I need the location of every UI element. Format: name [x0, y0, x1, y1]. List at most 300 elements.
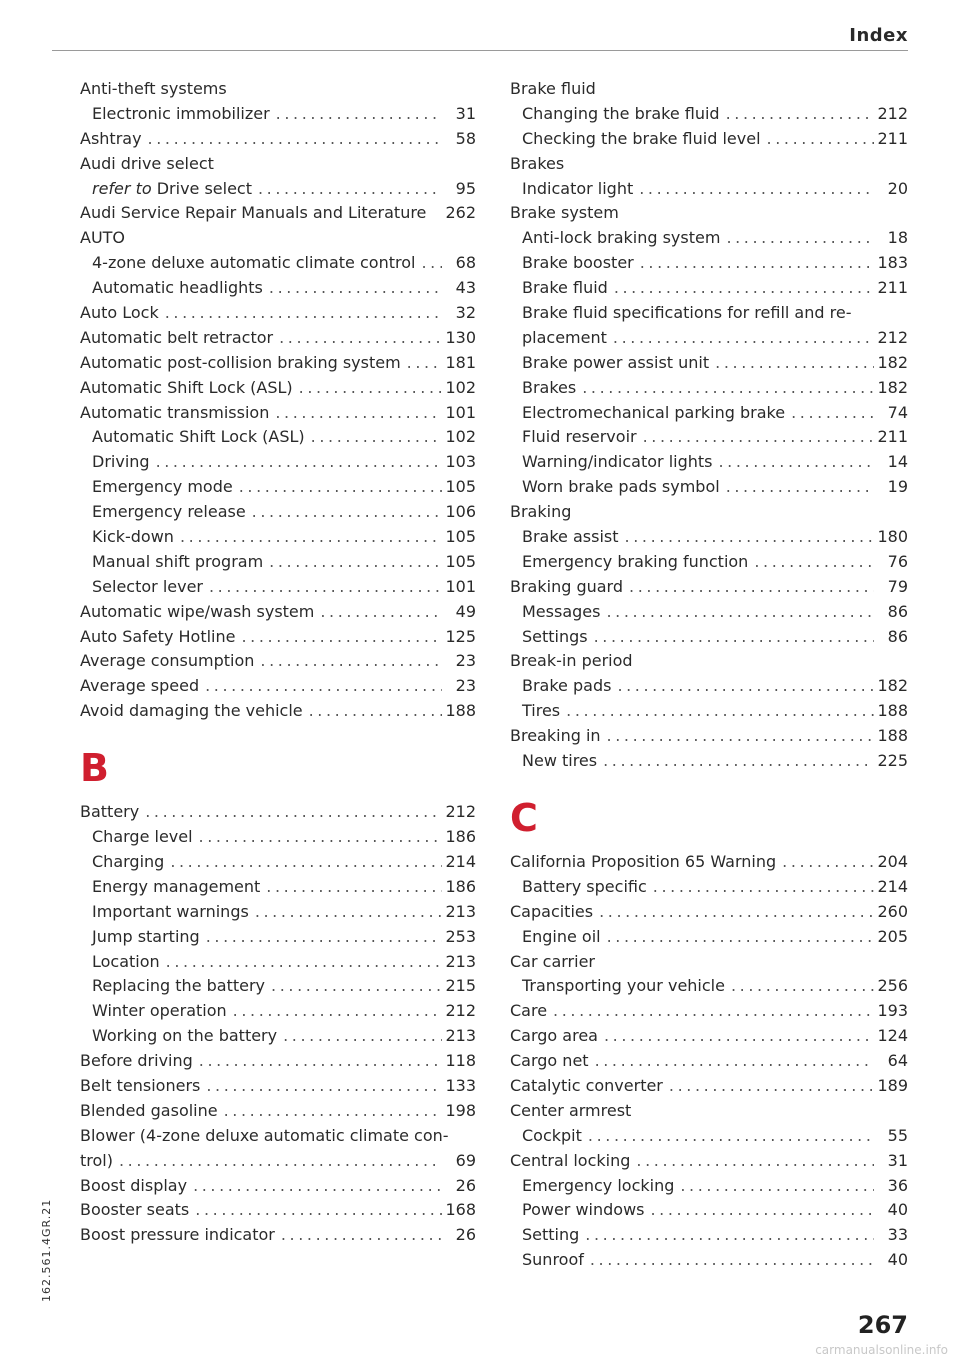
- entry-page-number: 256: [877, 976, 908, 996]
- entry-page-number: 212: [445, 802, 476, 822]
- entry-page-number: 211: [877, 278, 908, 298]
- index-subentry: [510, 875, 908, 900]
- leader-dots: [277, 1024, 442, 1049]
- index-subentry: [510, 177, 908, 202]
- index-entry: [510, 850, 908, 875]
- leader-dots: [305, 425, 442, 450]
- entry-page-number: 64: [887, 1051, 908, 1071]
- entry-page-number: 40: [887, 1250, 908, 1270]
- index-entry: [510, 724, 908, 749]
- leader-dots: [597, 749, 874, 774]
- entry-term: [92, 251, 415, 276]
- entry-text: California Proposition 65 Warning: [510, 851, 777, 871]
- index-column-right: [510, 77, 908, 1273]
- entry-text: Catalytic converter: [510, 1075, 663, 1095]
- leader-dots: [200, 925, 442, 950]
- entry-text: Avoid damaging the vehicle: [80, 701, 303, 721]
- leader-dots: [314, 600, 442, 625]
- index-subentry: [80, 925, 476, 950]
- entry-term: [522, 425, 637, 450]
- index-entry: [80, 1099, 476, 1124]
- entry-text: Brake assist: [522, 527, 619, 547]
- index-entry: [510, 900, 908, 925]
- index-subentry: [80, 950, 476, 975]
- entry-term: [80, 201, 426, 226]
- entry-text: Braking: [510, 502, 572, 522]
- index-subentry: [510, 749, 908, 774]
- entry-text: AUTO: [80, 228, 126, 248]
- entry-term: [92, 575, 203, 600]
- index-subentry: [80, 500, 476, 525]
- entry-text: Automatic Shift Lock (ASL): [92, 427, 305, 447]
- entry-page-number: 213: [445, 901, 476, 921]
- entry-page-number: 76: [887, 551, 908, 571]
- entry-term: [510, 77, 596, 102]
- entry-text: Battery specific: [522, 876, 647, 896]
- leader-dots: [235, 625, 442, 650]
- entry-text: Audi drive select: [80, 153, 214, 173]
- entry-page-number: 68: [455, 253, 476, 273]
- index-entry: [510, 649, 908, 674]
- leader-dots: [200, 1074, 442, 1099]
- entry-page-number: 40: [887, 1200, 908, 1220]
- entry-page-number: 102: [445, 427, 476, 447]
- entry-term: [522, 351, 709, 376]
- entry-text: Transporting your vehicle: [522, 976, 725, 996]
- entry-page-number: 198: [445, 1100, 476, 1120]
- entry-text: Cockpit: [522, 1125, 582, 1145]
- leader-dots: [139, 800, 442, 825]
- entry-term: [80, 625, 235, 650]
- entry-page-number: 86: [887, 601, 908, 621]
- entry-page-number: 58: [455, 128, 476, 148]
- index-subentry: [510, 625, 908, 650]
- entry-page-number: 182: [877, 377, 908, 397]
- entry-page-number: 95: [455, 178, 476, 198]
- entry-page-number: 212: [877, 103, 908, 123]
- entry-term: [522, 102, 720, 127]
- leader-dots: [633, 177, 874, 202]
- entry-text: Braking guard: [510, 576, 624, 596]
- leader-dots: [600, 600, 874, 625]
- index-subentry: [510, 1124, 908, 1149]
- page-number: 267: [857, 1311, 908, 1339]
- entry-page-number: 105: [445, 527, 476, 547]
- entry-term: [80, 674, 199, 699]
- leader-dots: [607, 326, 874, 351]
- entry-text: Messages: [522, 601, 601, 621]
- entry-term: [510, 201, 619, 226]
- entry-term: [80, 1049, 193, 1074]
- entry-term: [522, 699, 560, 724]
- leader-dots: [645, 1198, 875, 1223]
- section-letter: B: [80, 746, 109, 791]
- entry-text: Settings: [522, 626, 588, 646]
- leader-dots: [601, 724, 874, 749]
- entry-page-number: 106: [445, 502, 476, 522]
- index-entry: [80, 674, 476, 699]
- entry-term: [522, 276, 608, 301]
- index-entry: [510, 201, 908, 226]
- entry-term: [510, 950, 595, 975]
- index-subentry: [80, 425, 476, 450]
- entry-term: [80, 649, 254, 674]
- entry-page-number: 124: [877, 1026, 908, 1046]
- entry-text: Energy management: [92, 876, 261, 896]
- index-entry: [80, 351, 476, 376]
- entry-page-number: 20: [887, 178, 908, 198]
- leader-dots: [588, 625, 874, 650]
- leader-dots: [601, 925, 874, 950]
- entry-term: [92, 900, 249, 925]
- entry-text: Charging: [92, 851, 165, 871]
- entry-text: Engine oil: [522, 926, 601, 946]
- entry-term: [522, 600, 600, 625]
- index-subentry: [510, 1198, 908, 1223]
- entry-term: [80, 1223, 275, 1248]
- index-subentry: [80, 850, 476, 875]
- index-subentry: [80, 900, 476, 925]
- index-subentry: [510, 699, 908, 724]
- index-entry: [80, 127, 476, 152]
- entry-page-number: 133: [445, 1075, 476, 1095]
- entry-term: [92, 925, 200, 950]
- index-entry: [80, 326, 476, 351]
- entry-text: Driving: [92, 452, 150, 472]
- leader-dots: [293, 376, 442, 401]
- entry-text: Winter operation: [92, 1001, 227, 1021]
- entry-text: Boost pressure indicator: [80, 1225, 275, 1245]
- entry-page-number: 186: [445, 827, 476, 847]
- index-subentry: [510, 525, 908, 550]
- entry-term: [80, 1198, 189, 1223]
- leader-dots: [246, 500, 442, 525]
- index-subentry: [510, 1223, 908, 1248]
- entry-text: placement: [522, 327, 607, 347]
- leader-dots: [674, 1174, 874, 1199]
- entry-page-number: 103: [445, 452, 476, 472]
- entry-text: Sunroof: [522, 1250, 584, 1270]
- entry-term: [522, 1174, 674, 1199]
- leader-dots: [547, 999, 874, 1024]
- entry-text: Auto Safety Hotline: [80, 626, 236, 646]
- index-subentry: [80, 177, 476, 202]
- leader-dots: [164, 850, 442, 875]
- index-subentry: [80, 450, 476, 475]
- entry-page-number: 214: [877, 876, 908, 896]
- leader-dots: [254, 649, 442, 674]
- index-subentry: [80, 825, 476, 850]
- entry-page-number: 204: [877, 851, 908, 871]
- entry-text: Replacing the battery: [92, 976, 266, 996]
- entry-term: [522, 401, 785, 426]
- entry-page-number: 205: [877, 926, 908, 946]
- entry-term: [522, 301, 851, 326]
- entry-text: Electronic immobilizer: [92, 103, 270, 123]
- section-letter: C: [510, 795, 538, 840]
- entry-page-number: 183: [877, 253, 908, 273]
- entry-text: Power windows: [522, 1200, 645, 1220]
- index-entry: [80, 625, 476, 650]
- leader-dots: [189, 1198, 442, 1223]
- entry-text: Belt tensioners: [80, 1075, 201, 1095]
- leader-dots: [113, 1149, 442, 1174]
- index-subentry: [510, 1174, 908, 1199]
- leader-dots: [303, 699, 442, 724]
- entry-term: [510, 850, 776, 875]
- entry-page-number: 181: [445, 352, 476, 372]
- entry-page-number: 168: [445, 1200, 476, 1220]
- entry-text: Changing the brake fluid: [522, 103, 720, 123]
- entry-text: Anti-lock braking system: [522, 228, 721, 248]
- index-subentry: [80, 999, 476, 1024]
- entry-page-number: 253: [445, 926, 476, 946]
- entry-term: [80, 699, 303, 724]
- entry-term: [522, 475, 720, 500]
- entry-text: Jump starting: [92, 926, 200, 946]
- index-subentry: [510, 974, 908, 999]
- leader-dots: [142, 127, 442, 152]
- entry-term: [80, 1074, 200, 1099]
- leader-dots: [187, 1174, 442, 1199]
- leader-dots: [263, 276, 442, 301]
- index-subentry: [80, 875, 476, 900]
- entry-page-number: 182: [877, 676, 908, 696]
- entry-text: Booster seats: [80, 1200, 190, 1220]
- entry-page-number: 101: [445, 402, 476, 422]
- leader-dots: [748, 550, 874, 575]
- entry-page-number: 101: [445, 576, 476, 596]
- entry-text: Brake power assist unit: [522, 352, 710, 372]
- entry-text: Automatic transmission: [80, 402, 270, 422]
- entry-term: [92, 850, 164, 875]
- index-entry: [80, 1174, 476, 1199]
- entry-page-number: 213: [445, 951, 476, 971]
- entry-term: [92, 177, 252, 202]
- entry-term: [80, 800, 139, 825]
- entry-term: [80, 1174, 187, 1199]
- index-subentry: [510, 376, 908, 401]
- leader-dots: [785, 401, 874, 426]
- leader-dots: [203, 575, 442, 600]
- leader-dots: [584, 1248, 874, 1273]
- entry-page-number: 182: [877, 352, 908, 372]
- entry-term: [80, 77, 227, 102]
- index-subentry: [510, 226, 908, 251]
- leader-dots: [589, 1049, 874, 1074]
- entry-term: [80, 152, 214, 177]
- entry-page-number: 212: [877, 327, 908, 347]
- entry-page-number: 189: [877, 1075, 908, 1095]
- entry-text: Automatic belt retractor: [80, 327, 274, 347]
- entry-term: [522, 450, 712, 475]
- leader-dots: [663, 1074, 874, 1099]
- leader-dots: [623, 575, 874, 600]
- leader-dots: [159, 301, 442, 326]
- entry-text: Before driving: [80, 1051, 193, 1071]
- leader-dots: [647, 875, 874, 900]
- index-subentry: [510, 450, 908, 475]
- entry-page-number: 49: [455, 601, 476, 621]
- index-entry: [510, 1074, 908, 1099]
- index-subentry: [510, 276, 908, 301]
- index-entry: [510, 999, 908, 1024]
- entry-term: [522, 127, 761, 152]
- leader-dots: [598, 1024, 874, 1049]
- entry-term: [522, 974, 725, 999]
- entry-page-number: 130: [445, 327, 476, 347]
- index-subentry: [80, 974, 476, 999]
- leader-dots: [150, 450, 442, 475]
- entry-text: Average speed: [80, 676, 200, 696]
- index-entry: [510, 1049, 908, 1074]
- entry-term: [510, 575, 623, 600]
- entry-term: [522, 226, 720, 251]
- entry-term: [80, 226, 125, 251]
- entry-text: New tires: [522, 751, 598, 771]
- entry-text: Emergency release: [92, 502, 246, 522]
- entry-text: Electromechanical parking brake: [522, 402, 786, 422]
- entry-text: Selector lever: [92, 576, 203, 596]
- index-entry: [80, 649, 476, 674]
- index-entry: [510, 1149, 908, 1174]
- entry-text: Working on the battery: [92, 1026, 278, 1046]
- entry-term: [510, 649, 633, 674]
- entry-text: Tires: [522, 701, 561, 721]
- leader-dots: [263, 550, 442, 575]
- entry-text: Central locking: [510, 1150, 631, 1170]
- entry-term: [80, 351, 401, 376]
- index-subentry: [510, 401, 908, 426]
- entry-page-number: 118: [445, 1051, 476, 1071]
- index-entry: [510, 575, 908, 600]
- header-rule: [52, 50, 908, 51]
- entry-term: [92, 1024, 277, 1049]
- entry-text: Automatic wipe/wash system: [80, 601, 315, 621]
- index-subentry: [510, 351, 908, 376]
- entry-term: [510, 152, 564, 177]
- entry-page-number: 26: [455, 1225, 476, 1245]
- entry-term: [92, 875, 260, 900]
- entry-term: [522, 251, 634, 276]
- entry-page-number: 14: [887, 452, 908, 472]
- entry-page-number: 225: [877, 751, 908, 771]
- entry-term: [510, 1149, 630, 1174]
- entry-page-number: 215: [445, 976, 476, 996]
- index-entry: [510, 152, 908, 177]
- leader-dots: [560, 699, 874, 724]
- entry-page-number: 212: [445, 1001, 476, 1021]
- entry-term: [522, 1198, 645, 1223]
- index-entry: [80, 1124, 476, 1149]
- entry-term: [92, 550, 263, 575]
- entry-text: Brakes: [510, 153, 565, 173]
- entry-text: Care: [510, 1001, 548, 1021]
- entry-text: Location: [92, 951, 160, 971]
- entry-page-number: 55: [887, 1125, 908, 1145]
- leader-dots: [265, 974, 442, 999]
- entry-page-number: 86: [887, 626, 908, 646]
- entry-term: [522, 550, 748, 575]
- leader-dots: [252, 177, 442, 202]
- index-subentry: [510, 326, 908, 351]
- cross-reference-prefix: refer to: [92, 178, 152, 198]
- entry-text: Setting: [522, 1225, 580, 1245]
- index-entry: [80, 600, 476, 625]
- leader-dots: [720, 226, 874, 251]
- index-subentry: [510, 127, 908, 152]
- entry-text: Automatic Shift Lock (ASL): [80, 377, 293, 397]
- index-subentry: [510, 550, 908, 575]
- entry-term: [522, 875, 647, 900]
- entry-term: [92, 525, 174, 550]
- entry-text: Average consumption: [80, 651, 255, 671]
- entry-text: Drive select: [156, 178, 252, 198]
- entry-term: [522, 1124, 582, 1149]
- entry-term: [510, 1074, 663, 1099]
- index-subentry: [510, 425, 908, 450]
- entry-text: Brake fluid: [522, 278, 608, 298]
- entry-text: Indicator light: [522, 178, 634, 198]
- entry-page-number: 43: [455, 278, 476, 298]
- entry-term: [80, 127, 142, 152]
- entry-text: Blended gasoline: [80, 1100, 218, 1120]
- entry-term: [80, 301, 159, 326]
- entry-page-number: 260: [877, 901, 908, 921]
- entry-text: Kick-down: [92, 527, 174, 547]
- entry-text: Audi Service Repair Manuals and Literature: [80, 203, 427, 223]
- index-entry: [510, 1099, 908, 1124]
- index-entry: [80, 401, 476, 426]
- index-subentry: [80, 550, 476, 575]
- entry-term: [522, 625, 588, 650]
- index-entry: [80, 699, 476, 724]
- entry-text: Car carrier: [510, 951, 595, 971]
- leader-dots: [269, 401, 442, 426]
- entry-term: [80, 401, 269, 426]
- entry-term: [510, 1024, 598, 1049]
- leader-dots: [709, 351, 874, 376]
- entry-text: Checking the brake fluid level: [522, 128, 761, 148]
- entry-term: [80, 326, 273, 351]
- leader-dots: [712, 450, 874, 475]
- entry-term: [522, 326, 607, 351]
- entry-term: [522, 376, 576, 401]
- leader-dots: [608, 276, 874, 301]
- index-entry: [80, 1198, 476, 1223]
- leader-dots: [233, 475, 442, 500]
- leader-dots: [576, 376, 874, 401]
- index-subentry: [510, 251, 908, 276]
- leader-dots: [725, 974, 874, 999]
- entry-text: Brake fluid specifications for refill and re-: [522, 303, 852, 323]
- index-subentry: [510, 925, 908, 950]
- entry-term: [510, 1099, 631, 1124]
- entry-text: Warning/indicator lights: [522, 452, 713, 472]
- entry-text: Automatic post-collision braking system: [80, 352, 401, 372]
- entry-term: [92, 425, 305, 450]
- leader-dots: [218, 1099, 442, 1124]
- index-subentry: [80, 102, 476, 127]
- entry-text: Brake system: [510, 203, 619, 223]
- leader-dots: [193, 825, 442, 850]
- leader-dots: [249, 900, 442, 925]
- entry-term: [80, 1149, 113, 1174]
- entry-term: [522, 1248, 584, 1273]
- index-subentry: [510, 600, 908, 625]
- entry-term: [522, 674, 611, 699]
- entry-term: [522, 925, 601, 950]
